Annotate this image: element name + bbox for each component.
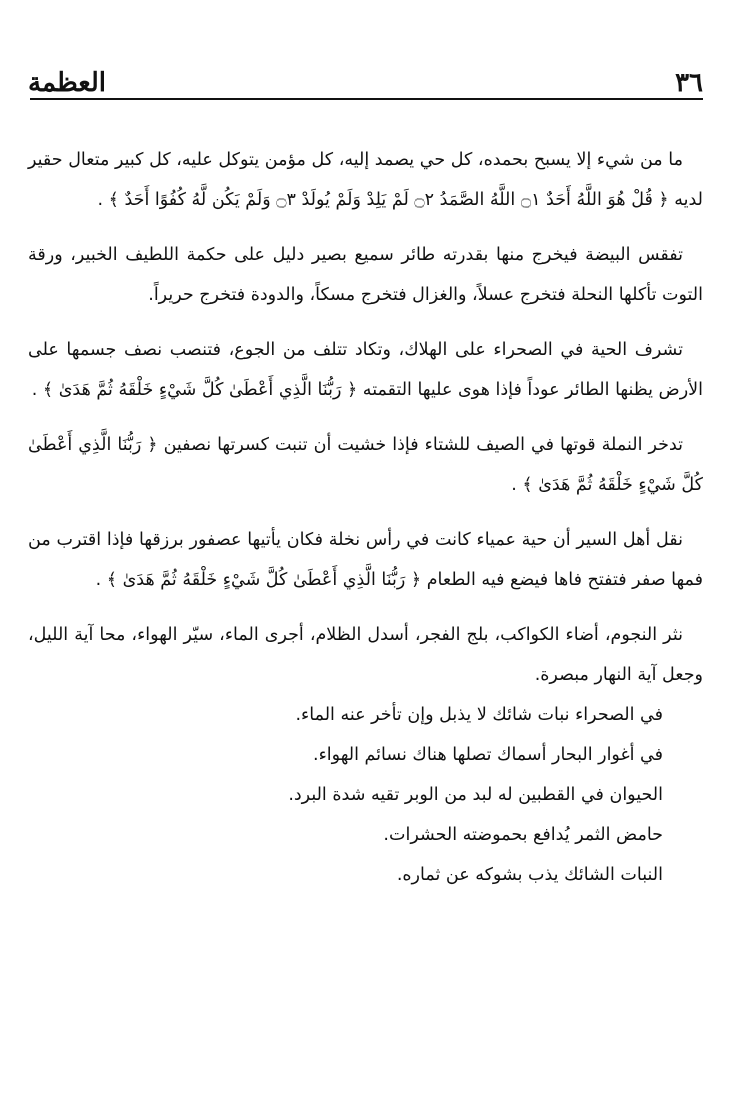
facts-list (28, 695, 703, 895)
header-rule (30, 98, 703, 100)
paragraph-5: نقل أهل السير أن حية عمياء كانت في رأس نخلة فكان يأتيها عصفور برزقها فإذا اقترب من فمها صفر فتفتح فاها فيضع فيه الطعام ﴿ رَبُّنَا الَّذِي أَعْطَىٰ كُلَّ شَيْءٍ خَلْقَهُ ثُمَّ هَدَىٰ ﴾ . (28, 530, 703, 590)
list-item: في أغوار البحار أسماك تصلها هناك نسائم الهواء. (313, 745, 663, 765)
paragraph-3: تشرف الحية في الصحراء على الهلاك، وتكاد تتلف من الجوع، فتنصب نصف جسمها على الأرض يظنها الطائر عوداً فإذا هوى عليها التقمته ﴿ رَبُّنَا الَّذِي أَعْطَىٰ كُلَّ شَيْءٍ خَلْقَهُ ثُمَّ هَدَىٰ ﴾ . (28, 340, 703, 400)
page-title: العظمة (28, 68, 106, 98)
page-header (28, 58, 703, 98)
paragraph-2: تفقس البيضة فيخرج منها بقدرته طائر سميع بصير دليل على حكمة اللطيف الخبير، ورقة التوت تأكلها النحلة فتخرج عسلاً، والغزال فتخرج مسكاً، والدودة فتخرج حريراً. (28, 245, 703, 305)
list-item: حامض الثمر يُدافع بحموضته الحشرات. (383, 825, 663, 845)
paragraph-1: ما من شيء إلا يسبح بحمده، كل حي يصمد إليه، كل مؤمن يتوكل عليه، كل كبير متعال حقير لديه ﴿ قُلْ هُوَ اللَّهُ أَحَدٌ ۝١ اللَّهُ الصَّمَدُ ۝٢ لَمْ يَلِدْ وَلَمْ يُولَدْ ۝٣ وَلَمْ يَكُن لَّهُ كُفُوًا أَحَدٌ ﴾ . (28, 150, 703, 210)
paragraph-6: نثر النجوم، أضاء الكواكب، بلج الفجر، أسدل الظلام، أجرى الماء، سيّر الهواء، محا آية الليل، وجعل آية النهار مبصرة. (28, 625, 703, 685)
page-body (28, 140, 703, 895)
list-item: النبات الشائك يذب بشوكه عن ثماره. (396, 865, 663, 885)
list-item: في الصحراء نبات شائك لا يذبل وإن تأخر عنه الماء. (295, 705, 663, 725)
list-item: الحيوان في القطبين له لبد من الوبر تقيه شدة البرد. (288, 785, 663, 805)
page-number: ٣٦ (675, 68, 703, 98)
paragraph-4: تدخر النملة قوتها في الصيف للشتاء فإذا خشيت أن تنبت كسرتها نصفين ﴿ رَبُّنَا الَّذِي أَعْطَىٰ كُلَّ شَيْءٍ خَلْقَهُ ثُمَّ هَدَىٰ ﴾ . (28, 435, 703, 495)
